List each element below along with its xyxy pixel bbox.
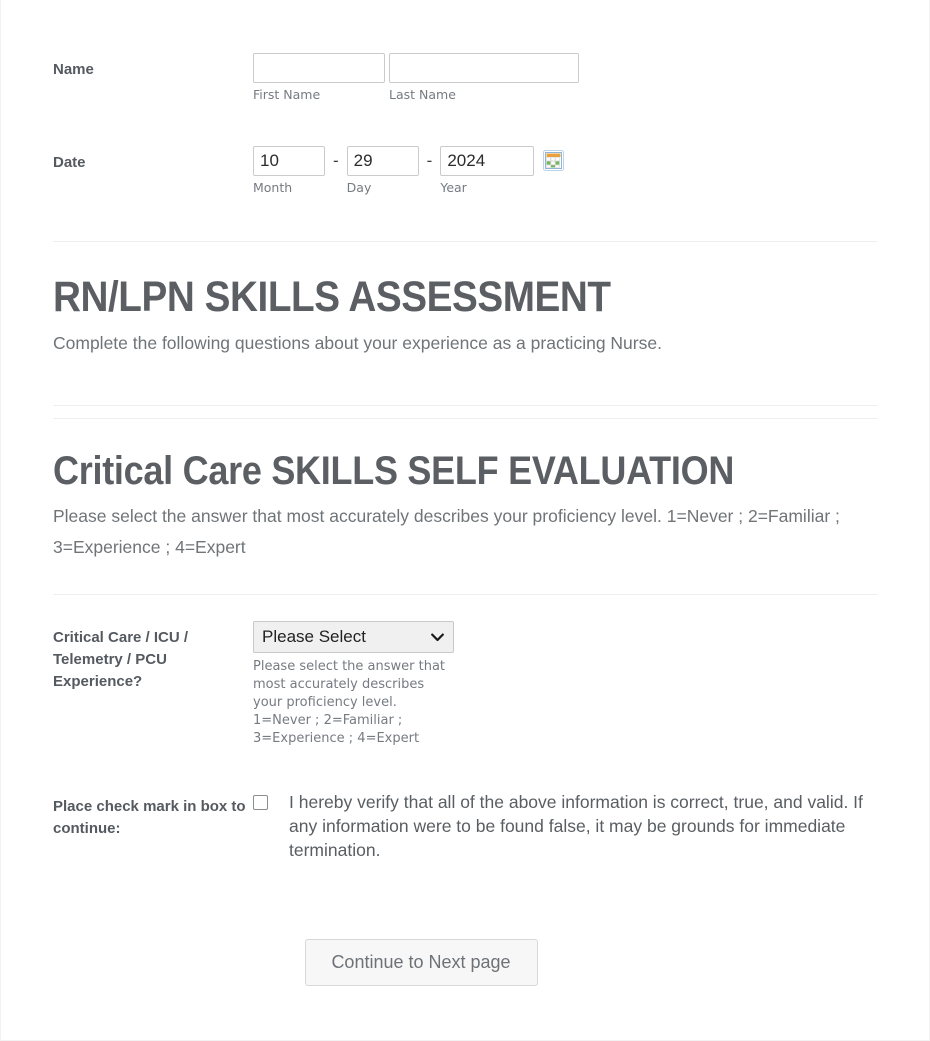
question-1-label: Critical Care / ICU / Telemetry / PCU Experience? bbox=[53, 629, 189, 690]
question-2-row bbox=[53, 748, 877, 862]
question-1-field bbox=[253, 621, 877, 748]
name-inputs-group bbox=[253, 53, 877, 103]
month-sublabel: Month bbox=[253, 180, 293, 195]
first-name-input[interactable] bbox=[253, 53, 385, 83]
date-separator-1: - bbox=[333, 151, 339, 170]
day-sublabel: Day bbox=[346, 180, 372, 195]
question-1-help-text: Please select the answer that most accurately describes your proficiency level. 1=Never ; 2=Familiar ; 3=Experience ; 4=Expert bbox=[253, 659, 446, 746]
last-name-input[interactable] bbox=[389, 53, 579, 83]
verify-checkbox[interactable] bbox=[253, 795, 268, 810]
date-inputs-group bbox=[253, 146, 877, 196]
verify-checkbox-text: I hereby verify that all of the above information is correct, true, and valid. If any information were to be found false, it may be grounds for immediate termination. bbox=[289, 792, 863, 860]
month-group bbox=[253, 146, 325, 196]
day-group bbox=[347, 146, 419, 196]
question-2-label: Place check mark in box to continue: bbox=[53, 798, 246, 837]
section-2-description: Please select the answer that most accurately describes your proficiency level. 1=Never ; 2=Familiar ; 3=Experience ; 4=Expert bbox=[53, 506, 840, 557]
date-month-input[interactable] bbox=[253, 146, 325, 176]
section-1-header bbox=[53, 242, 877, 359]
section-2-header bbox=[53, 419, 877, 563]
section-1-heading: RN/LPN SKILLS ASSESSMENT bbox=[53, 273, 611, 321]
last-name-group bbox=[389, 53, 579, 103]
year-group bbox=[440, 146, 534, 196]
year-sublabel: Year bbox=[440, 180, 467, 195]
calendar-icon bbox=[543, 150, 564, 171]
date-field-row bbox=[53, 103, 877, 196]
critical-care-experience-select[interactable] bbox=[253, 621, 454, 653]
date-day-input[interactable] bbox=[347, 146, 419, 176]
date-row-label: Date bbox=[53, 154, 86, 171]
date-separator-2: - bbox=[426, 151, 433, 170]
name-row-label: Name bbox=[53, 61, 94, 78]
divider-below-section-1 bbox=[53, 405, 877, 406]
first-name-group bbox=[253, 53, 385, 103]
section-2-heading: Critical Care SKILLS SELF EVALUATION bbox=[53, 449, 735, 493]
question-2-field bbox=[253, 790, 877, 862]
last-name-sublabel: Last Name bbox=[389, 87, 456, 102]
question-1-row bbox=[53, 595, 877, 748]
first-name-sublabel: First Name bbox=[253, 87, 321, 102]
section-1-description: Complete the following questions about your experience as a practicing Nurse. bbox=[53, 333, 662, 353]
submit-area bbox=[53, 862, 877, 986]
continue-to-next-page-button[interactable]: Continue to Next page bbox=[305, 939, 538, 986]
date-year-input[interactable] bbox=[440, 146, 534, 176]
calendar-picker-button[interactable] bbox=[543, 150, 564, 171]
name-field-row bbox=[53, 0, 877, 103]
